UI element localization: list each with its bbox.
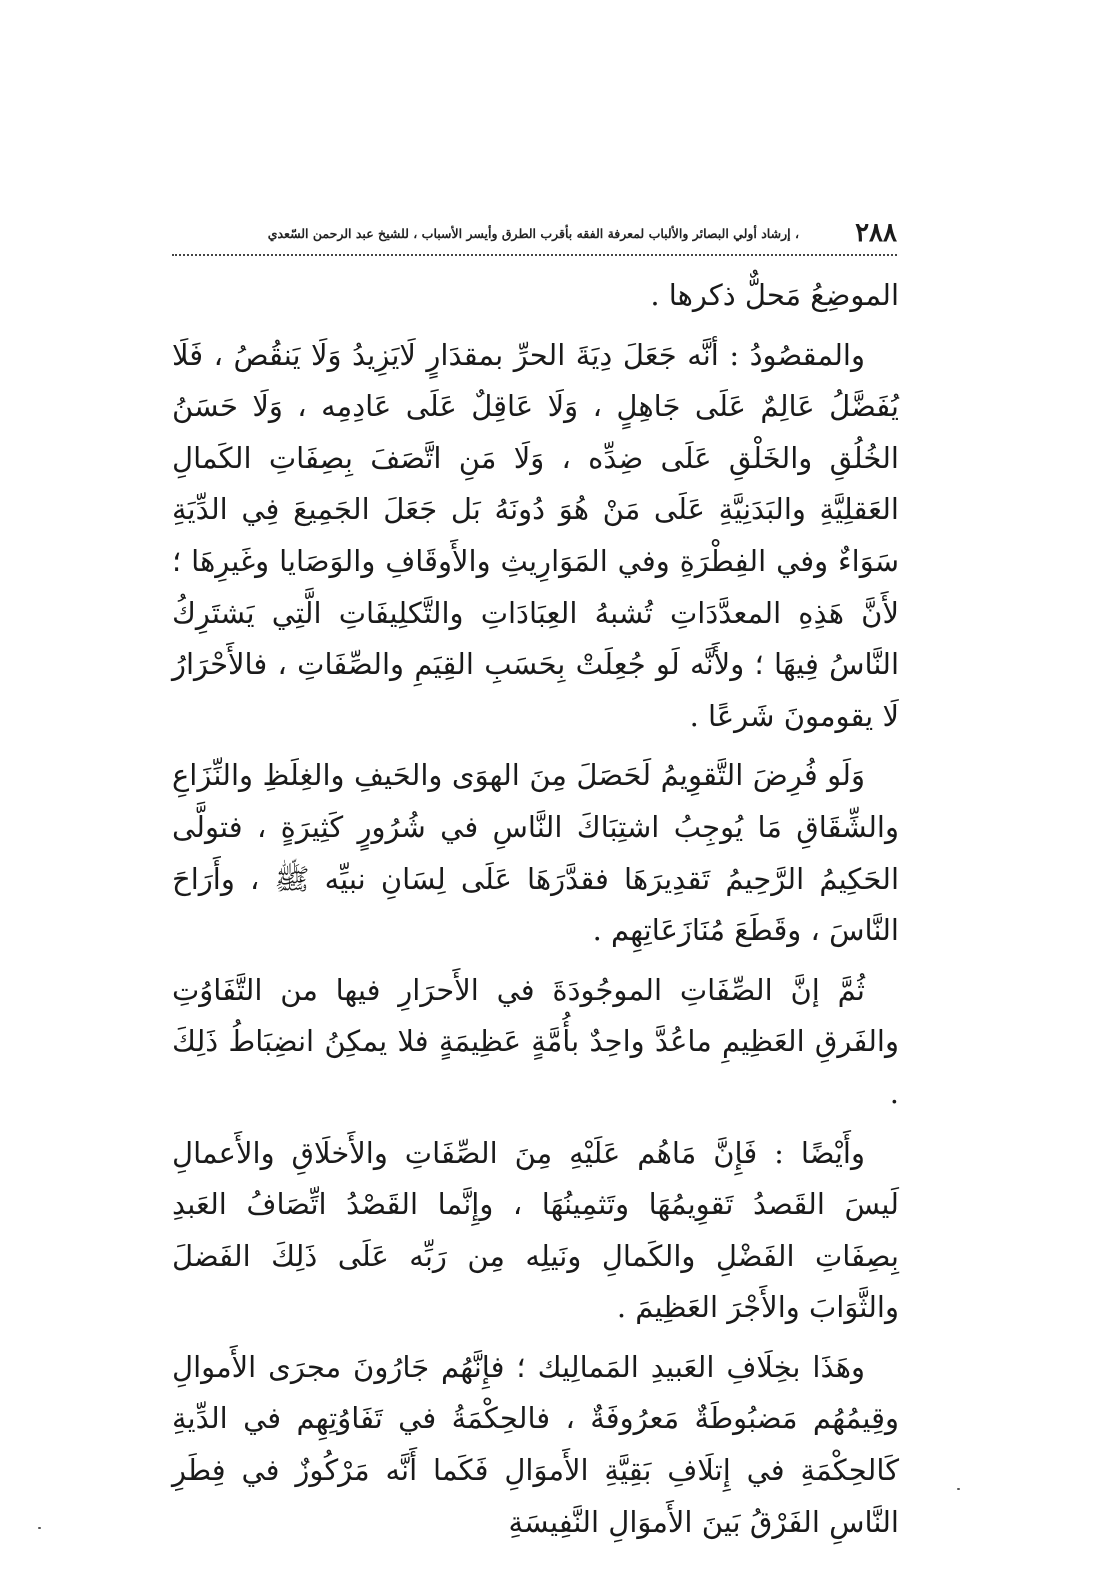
paragraph-6: وهَذَا بخِلَافِ العَبيدِ المَمالِيك ؛ فإِنَّهُم جَارُونَ مجرَى الأَموالِ وقِيمُهُم مَضبُوطَةٌ مَعرُوفَةٌ ، فالحِكْمَةُ في تَفَاوُتِهِم في الدِّيةِ كَالحِكْمَةِ في إِتلَافِ بَقِيَّةِ الأَموَالِ فَكَما أَنَّه مَرْكُوزٌ في فِطَرِ النَّاسِ الفَرْقُ بَينَ الأَموَالِ النَّفِيسَةِ [172, 1349, 899, 1539]
scan-speck [38, 1527, 41, 1529]
paragraph-4: ثُمَّ إنَّ الصِّفَاتِ الموجُودَةَ في الأَحرَارِ فيها من التَّفَاوُتِ والفَرقِ العَظِيمِ ماعُدَّ واحِدٌ بأُمَّةٍ عَظِيمَةٍ فلا يمكِنُ انضِبَاطُ ذَلِكَ . [172, 972, 899, 1110]
paragraph-2: والمقصُودُ : أنَّه جَعَلَ دِيَةَ الحرِّ بمقدَارٍ لَايَزِيدُ وَلَا يَنقُصُ ، فَلَا يُفَضَّلُ عَالِمٌ عَلَى جَاهِلٍ ، وَلَا عَاقِلٌ عَلَى عَادِمِه ، وَلَا حَسَنُ الخُلُقِ والخَلْقِ عَلَى ضِدِّه ، وَلَا مَنِ اتَّصَفَ بِصِفَاتِ الكَمالِ العَقلِيَّةِ والبَدَنِيَّةِ عَلَى مَنْ هُوَ دُونَهُ بَل جَعَلَ الجَمِيعَ فِي الدِّيَةِ سَوَاءٌ وفي الفِطْرَةِ وفي المَوَارِيثِ والأَوقَافِ والوَصَايا وغَيرِهَا ؛ لأَنَّ هَذِهِ المعدَّدَاتِ تُشبهُ العِبَادَاتِ والتَّكلِيفَاتِ الَّتِي يَشتَرِكُ النَّاسُ فِيهَا ؛ ولأَنَّه لَو جُعِلَتْ بِحَسَبِ القِيَمِ والصِّفَاتِ ، فالأَحْرَارُ لَا يقومونَ شَرعًا . [172, 337, 899, 733]
running-title: ، إرشاد أولي البصائر والألباب لمعرفة الفقه بأقرب الطرق وأيسر الأسباب ، للشيخ عبد الرحمن السّعدي [267, 226, 799, 241]
paragraph-5: وأَيْضًا : فَإِنَّ مَاهُم عَلَيْهِ مِنَ الصِّفَاتِ والأَخلَاقِ والأَعمالِ لَيسَ القَصدُ تَقوِيمُهَا وتَثمِينُهَا ، وإِنَّما القَصْدُ اتِّصَافُ العَبدِ بِصِفَاتِ الفَضْلِ والكَمالِ ونَيلِه مِن رَبِّه عَلَى ذَلِكَ الفَضلَ والثَّوَابَ والأَجْرَ العَظِيمَ . [172, 1135, 899, 1325]
body-text [172, 270, 899, 1548]
page-number: ٢٨٨ [855, 218, 897, 248]
paragraph-1: الموضِعُ مَحلٌّ ذكرها . [650, 278, 899, 312]
scan-speck [957, 1488, 960, 1490]
page-header [172, 218, 897, 252]
paragraph-3: وَلَو فُرِضَ التَّقوِيمُ لَحَصَلَ مِنَ الهوَى والحَيفِ والغِلَظِ والنِّزَاعِ والشِّقَاقِ مَا يُوجِبُ اشتِبَاكَ النَّاسِ في شُرُورٍ كَثِيرَةٍ ، فتولَّى الحَكِيمُ الرَّحِيمُ تَقدِيرَهَا فقدَّرَهَا عَلَى لِسَانِ نبيِّه ﷺ ، وأَرَاحَ النَّاسَ ، وقَطَعَ مُنَازَعَاتِهِم . [172, 758, 899, 948]
header-divider [172, 254, 897, 256]
